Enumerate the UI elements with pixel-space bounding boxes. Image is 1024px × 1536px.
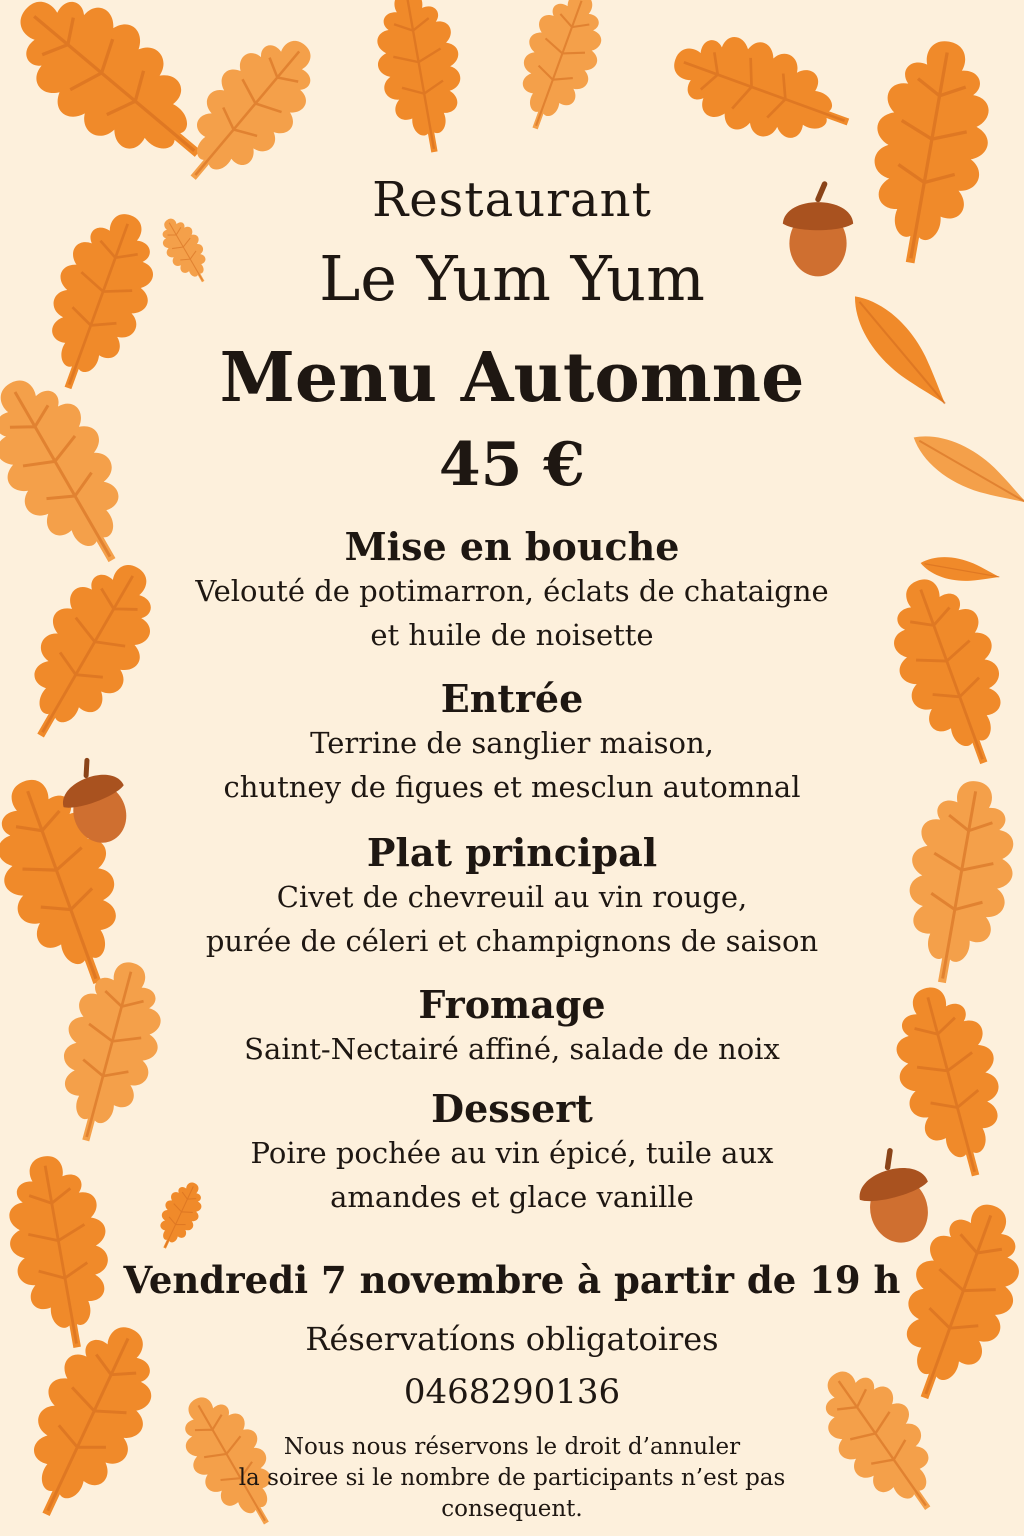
course-entree	[0, 676, 1024, 809]
course-title: Mise en bouche	[344, 524, 680, 569]
course-description	[0, 1027, 1024, 1071]
menu-title: Menu Automne	[219, 338, 805, 418]
disclaimer-line: consequent.	[441, 1496, 583, 1522]
course-line: chutney de figues et mesclun automnal	[223, 770, 801, 804]
restaurant-name: Le Yum Yum	[319, 242, 705, 315]
course-line: Civet de chevreuil au vin rouge,	[276, 880, 748, 914]
course-description	[0, 721, 1024, 809]
course-description	[0, 569, 1024, 657]
course-line: Terrine de sanglier maison,	[310, 726, 714, 760]
event-date: Vendredi 7 novembre à partir de 19 h	[123, 1258, 901, 1302]
course-description	[0, 1131, 1024, 1219]
course-title: Dessert	[431, 1086, 593, 1131]
course-title: Fromage	[418, 982, 606, 1027]
course-mise-en-bouche	[0, 524, 1024, 657]
course-fromage	[0, 982, 1024, 1071]
course-line: Saint-Nectairé affiné, salade de noix	[244, 1032, 780, 1066]
course-dessert	[0, 1086, 1024, 1219]
menu-price: 45 €	[438, 430, 586, 500]
course-line: purée de céleri et champignons de saison	[205, 924, 819, 958]
course-line: Poire pochée au vin épicé, tuile aux	[250, 1136, 774, 1170]
phone-number: 0468290136	[403, 1372, 621, 1412]
course-description	[0, 875, 1024, 963]
course-title: Entrée	[440, 676, 584, 721]
course-line: Velouté de potimarron, éclats de chataigne	[195, 574, 829, 608]
disclaimer-line: la soiree si le nombre de participants n’est pas	[238, 1465, 786, 1491]
course-title: Plat principal	[366, 830, 658, 875]
course-plat-principal	[0, 830, 1024, 963]
course-line: amandes et glace vanille	[330, 1180, 694, 1214]
disclaimer	[0, 1432, 1024, 1525]
reservation-notice: Réservatíons obligatoires	[305, 1320, 719, 1358]
disclaimer-line: Nous nous réservons le droit d’annuler	[283, 1434, 741, 1460]
course-line: et huile de noisette	[370, 618, 654, 652]
restaurant-label: Restaurant	[372, 172, 652, 228]
